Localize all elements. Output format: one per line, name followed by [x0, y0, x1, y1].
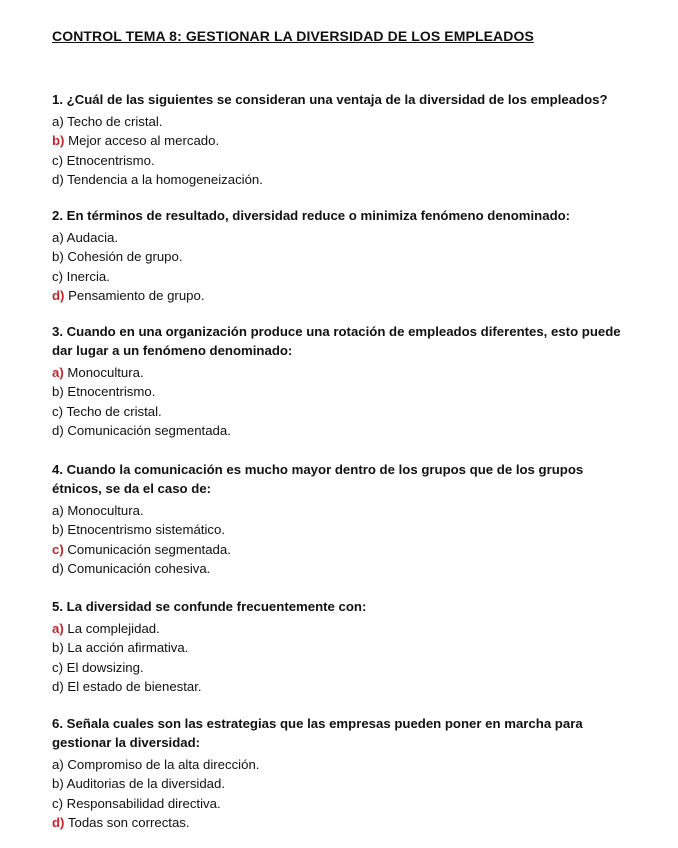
option-text: Auditorias de la diversidad. [66, 776, 226, 792]
question-stem: 5. La diversidad se confunde frecuentemente con: [52, 599, 367, 614]
question-stem: 3. Cuando en una organización produce una rotación de empleados diferentes, esto puede dar lugar a un fenómeno denominado: [52, 324, 621, 358]
option-text: Comunicación cohesiva. [67, 560, 211, 576]
option-text: Responsabilidad directiva. [66, 795, 221, 811]
option-text: Todas son correctas. [67, 814, 190, 830]
option-letter: a) [52, 757, 64, 772]
option-letter: b) [52, 776, 64, 792]
option-b [52, 638, 632, 657]
option-letter: c) [52, 659, 63, 675]
option-letter: b) [52, 522, 64, 538]
option-letter: b) [52, 640, 64, 656]
option-a [52, 228, 632, 247]
option-letter: d) [52, 678, 64, 694]
option-c [52, 794, 632, 813]
option-b [52, 382, 632, 401]
option-a [52, 112, 632, 131]
option-c [52, 540, 632, 559]
option-text: El dowsizing. [66, 659, 144, 675]
option-text: Etnocentrismo. [66, 152, 155, 168]
option-text: Monocultura. [67, 503, 144, 518]
page-title: CONTROL TEMA 8: GESTIONAR LA DIVERSIDAD DE LOS EMPLEADOS [52, 28, 534, 44]
option-d [52, 813, 632, 832]
question-stem: 6. Señala cuales son las estrategias que las empresas pueden poner en marcha para gestionar la diversidad: [52, 716, 583, 750]
option-letter: b) [52, 133, 65, 149]
option-letter: a) [52, 503, 64, 518]
option-letter: b) [52, 249, 64, 265]
option-letter: c) [52, 541, 64, 557]
option-text: Pensamiento de grupo. [68, 287, 205, 303]
option-text: Comunicación segmentada. [67, 541, 231, 557]
option-letter: a) [52, 621, 64, 636]
option-letter: d) [52, 422, 64, 438]
option-text: Mejor acceso al mercado. [68, 133, 220, 149]
option-text: Etnocentrismo sistemático. [67, 522, 225, 538]
option-c [52, 267, 632, 286]
option-d [52, 421, 632, 440]
option-text: Etnocentrismo. [67, 384, 156, 400]
option-a [52, 755, 632, 774]
option-letter: d) [52, 814, 65, 830]
option-c [52, 658, 632, 677]
question-3 [52, 322, 632, 440]
question-5 [52, 597, 632, 696]
option-letter: b) [52, 384, 64, 400]
option-b [52, 247, 632, 266]
option-letter: d) [52, 287, 65, 303]
question-6 [52, 714, 632, 832]
option-a [52, 619, 632, 638]
option-b [52, 774, 632, 793]
option-text: Tendencia a la homogeneización. [67, 171, 263, 187]
option-b [52, 131, 632, 150]
question-2 [52, 206, 632, 305]
option-letter: a) [52, 230, 64, 245]
option-letter: c) [52, 403, 63, 419]
option-text: La complejidad. [67, 621, 160, 636]
option-text: Comunicación segmentada. [67, 422, 231, 438]
option-d [52, 559, 632, 578]
option-text: Techo de cristal. [67, 114, 163, 129]
option-letter: a) [52, 114, 64, 129]
option-letter: a) [52, 365, 64, 380]
option-letter: c) [52, 152, 63, 168]
option-letter: d) [52, 560, 64, 576]
question-stem: 2. En términos de resultado, diversidad reduce o minimiza fenómeno denominado: [52, 208, 571, 223]
option-d [52, 170, 632, 189]
question-stem: 4. Cuando la comunicación es mucho mayor dentro de los grupos que de los grupos étnicos, se da el caso de: [52, 462, 584, 496]
option-text: Monocultura. [67, 365, 144, 380]
option-letter: c) [52, 268, 63, 284]
option-c [52, 151, 632, 170]
question-1 [52, 90, 632, 189]
option-text: Techo de cristal. [66, 403, 162, 419]
option-a [52, 501, 632, 520]
option-text: Inercia. [66, 268, 110, 284]
question-4 [52, 460, 632, 578]
option-letter: d) [52, 171, 64, 187]
option-a [52, 363, 632, 382]
option-letter: c) [52, 795, 63, 811]
option-text: La acción afirmativa. [67, 640, 189, 656]
option-d [52, 286, 632, 305]
option-b [52, 520, 632, 539]
question-stem: 1. ¿Cuál de las siguientes se consideran una ventaja de la diversidad de los empleados? [52, 92, 608, 107]
option-text: Audacia. [66, 230, 118, 245]
option-d [52, 677, 632, 696]
option-text: Compromiso de la alta dirección. [67, 757, 260, 772]
option-c [52, 402, 632, 421]
option-text: El estado de bienestar. [67, 678, 202, 694]
option-text: Cohesión de grupo. [67, 249, 183, 265]
